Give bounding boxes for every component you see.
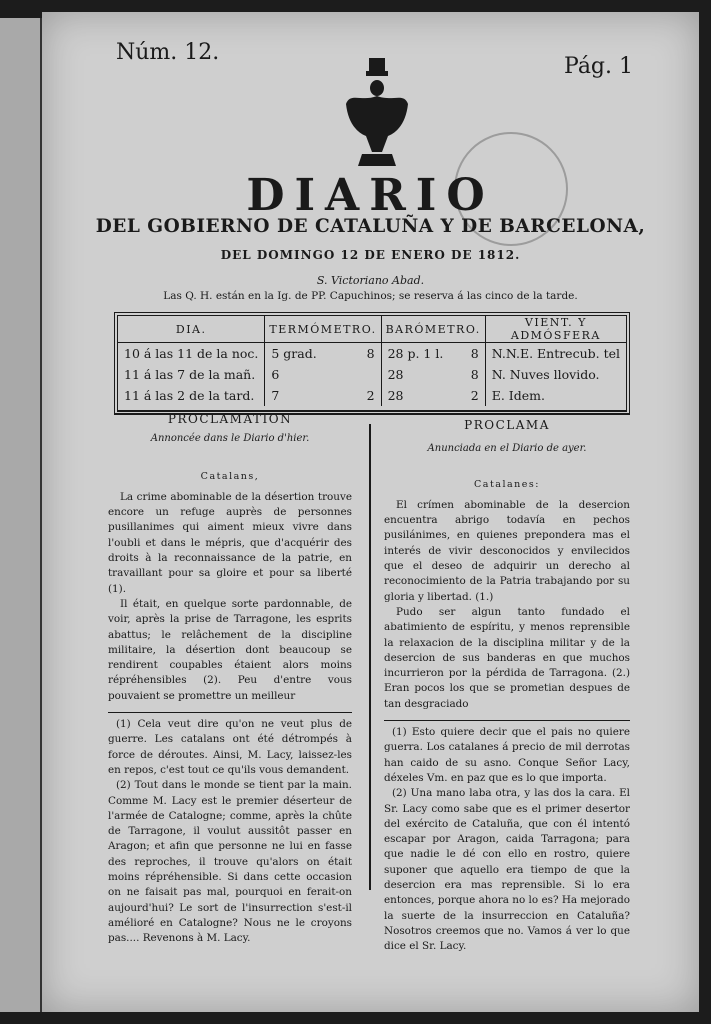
cell-viento: N.N.E. Entrecub. tel [491,346,621,361]
left-salutation: Catalans, [200,470,260,482]
cell-barometro: 28 p. 1 l. 8 [381,343,485,365]
left-paragraph: La crime abominable de la désertion trouve encore un refuge auprès de personnes pusillanimes qui aiment mieux vivre dans l'oubli et dans le mépris, que d'acquérir des droits à la reconnaissance de la patrie, en travaillant pour sa gloire et pour sa liberté (1). [108,490,352,595]
saint-of-day: S. Victoriano Abad. [316,274,425,287]
left-column [108,412,352,947]
cell-termometro: 5 grad. 8 [265,343,381,365]
issue-date: DEL DOMINGO 12 DE ENERO DE 1812. [220,248,521,262]
left-footnote: (2) Tout dans le monde se tient par la main. Comme M. Lacy est le premier déserteur de l'armée de Catalogne; comme, après la chûte de Tarragone, il voulut aussitôt passer en Aragon; et afin que personne ne lui en fasse des reproches, il trouve qu'alors on était moins répréhensible. Si dans cette occasion on ne faisait pas mal, pourquoi en ferait-on aujourd'hui? Le sort de l'insurrection s'est-il amélioré en Catalogne? Nous ne le croyons pas.... Revenons à M. Lacy. [108,779,352,945]
right-paragraph: El crímen abominable de la desercion encuentra abrigo todavía en pechos pusilánimes, en quienes prepondera mas el interés de vivir desconocidos y envilecidos que el deseo de adquirir un derecho al reconocimiento de la Patria trabajando por su gloria y libertad. (1.) [384,498,630,603]
cell-viento: N. Nuves llovido. [491,367,600,382]
adjacent-page-edge [0,18,42,1012]
issue-number: Núm. 12. [116,40,220,65]
left-subheading: Annoncée dans le Diario d'hier. [150,433,310,445]
cell-termometro: 6 [265,364,381,385]
table-row [118,364,626,385]
page-number: Pág. 1 [564,54,633,79]
weather-table-header [118,316,626,343]
left-heading: PROCLAMATION [167,412,293,426]
right-salutation: Catalanes: [474,478,540,490]
cell-dia: 10 á las 11 de la noc. [118,343,265,365]
weather-table [114,312,630,415]
footnote-rule [108,712,352,713]
right-subheading: Anunciada en el Diario de ayer. [427,443,587,455]
cell-barometro: 28 8 [381,364,485,385]
right-footnote: (2) Una mano laba otra, y las dos la cara. El Sr. Lacy como sabe que es el primer desertor del exército de Cataluña, que con él intentó escapar por Aragon, caida Tarragona; para que nadie le dé con ello en rostro, quiere suponer que aquello era tiempo de que la desercion era mas reprensible. Si lo era entonces, porque ahora no lo es? Ha mejorado la suerte de la insurreccion en Cataluña? Nosotros creemos que no. Vamos á ver lo que dice el Sr. Lacy. [384,787,630,953]
church-note: Las Q. H. están en la Ig. de PP. Capuchinos; se reserva á las cinco de la tarde. [163,290,578,302]
right-footnote: (1) Esto quiere decir que el pais no quiere guerra. Los catalanes á precio de mil derrotas han caido de su asno. Conque Señor Lacy, déxeles Vm. en paz que es lo que importa. [384,726,630,784]
footnote-rule [384,720,630,721]
newspaper-subtitle: DEL GOBIERNO DE CATALUÑA Y DE BARCELONA, [95,216,646,237]
col-header-barometro: BARÓMETRO. [381,316,485,343]
newspaper-title: DIARIO [246,170,495,221]
cell-viento: E. Idem. [491,388,545,403]
column-divider [369,424,371,890]
cell-termometro: 7 2 [265,385,381,406]
cell-dia: 11 á las 2 de la tard. [118,385,265,406]
left-footnote: (1) Cela veut dire qu'on ne veut plus de guerre. Les catalans ont été détrompés à force de déroutes. Ainsi, M. Lacy, laissez-les en repos, c'est tout ce qu'ils vous demandent. [108,718,352,776]
col-header-dia: DIA. [118,316,265,343]
cell-barometro: 28 2 [381,385,485,406]
newspaper-page [42,12,699,1012]
left-paragraph: Il était, en quelque sorte pardonnable, de voir, après la prise de Tarragone, les esprits abattus; le relâchement de la discipline militaire, la désertion dont beaucoup se rendirent coupables étaient alors moins répréhensibles (2). Peu d'entre vous pouvaient se promettre un meilleur [108,597,352,702]
table-row [118,343,626,365]
right-heading: PROCLAMA [464,418,550,432]
eagle-crest-icon [342,52,412,182]
right-paragraph: Pudo ser algun tanto fundado el abatimiento de espíritu, y menos reprensible la relaxacion de la disciplina militar y de la desercion de sus banderas en que muchos incurrieron por la pérdida de Tarragona. (2.) Eran pocos los que se prometian despues de tan desgraciado [384,605,630,710]
col-header-termometro: TERMÓMETRO. [265,316,381,343]
col-header-viento: VIENT. Y ADMÓSFERA [485,316,626,343]
right-column [384,418,630,955]
table-row [118,385,626,406]
cell-dia: 11 á las 7 de la mañ. [118,364,265,385]
